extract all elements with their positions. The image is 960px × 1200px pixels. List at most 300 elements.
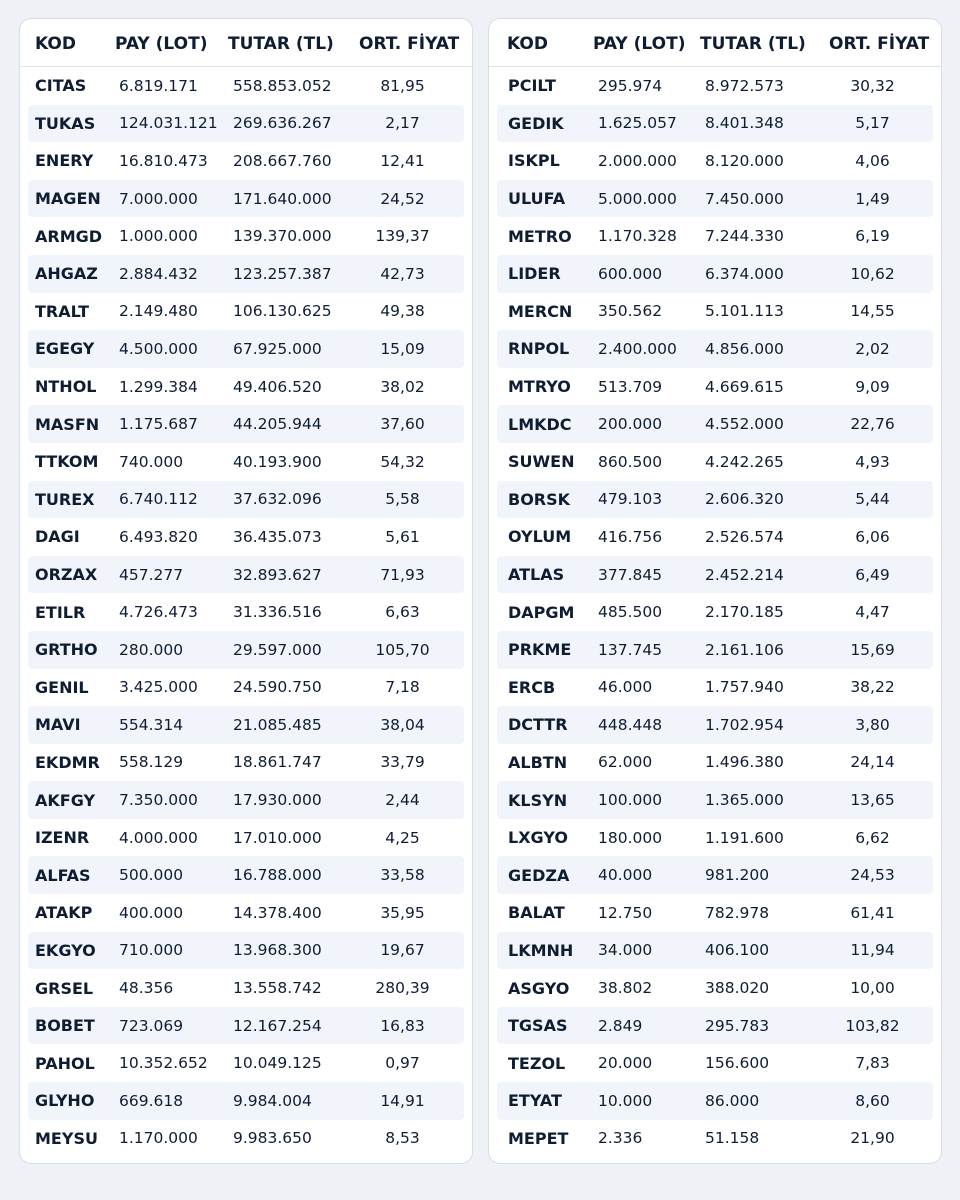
cell-pay: 2.149.480 [119,302,198,321]
cell-tutar: 2.170.185 [705,603,784,622]
cell-ort-fiyat: 14,55 [850,302,895,321]
table-row [497,819,933,857]
cell-pay: 860.500 [598,452,663,471]
table-row [28,405,464,443]
cell-kod: ORZAX [35,565,98,585]
table-row [28,819,464,857]
cell-pay: 1.000.000 [119,227,198,246]
cell-tutar: 18.861.747 [233,753,322,772]
cell-ort-fiyat: 4,47 [855,603,890,622]
cell-kod: GEDIK [508,113,564,133]
cell-ort-fiyat: 2,02 [855,339,890,358]
cell-kod: ALFAS [35,865,91,885]
cell-tutar: 1.365.000 [705,791,784,810]
cell-ort-fiyat: 10,62 [850,264,895,283]
table-row [497,706,933,744]
table-row [497,180,933,218]
table-row [28,556,464,594]
cell-kod: GRSEL [35,978,94,998]
cell-ort-fiyat: 5,17 [855,114,890,133]
header-kod: KOD [507,33,548,54]
cell-pay: 500.000 [119,866,184,885]
cell-tutar: 49.406.520 [233,377,322,396]
cell-kod: PRKME [508,640,572,660]
cell-kod: ENERY [35,151,94,171]
cell-kod: SUWEN [508,452,575,472]
cell-pay: 48.356 [119,979,174,998]
cell-pay: 10.000 [598,1091,653,1110]
cell-kod: OYLUM [508,527,572,547]
cell-pay: 6.493.820 [119,527,198,546]
table-row [497,217,933,255]
table-row [497,744,933,782]
cell-kod: GENIL [35,677,89,697]
table-row [497,556,933,594]
cell-ort-fiyat: 105,70 [375,640,430,659]
cell-ort-fiyat: 24,14 [850,753,895,772]
cell-ort-fiyat: 12,41 [380,151,425,170]
cell-tutar: 7.450.000 [705,189,784,208]
cell-tutar: 17.010.000 [233,828,322,847]
cell-ort-fiyat: 61,41 [850,903,895,922]
cell-ort-fiyat: 21,90 [850,1129,895,1148]
cell-ort-fiyat: 5,58 [385,490,420,509]
cell-pay: 485.500 [598,603,663,622]
cell-tutar: 1.496.380 [705,753,784,772]
cell-ort-fiyat: 33,79 [380,753,425,772]
cell-pay: 2.400.000 [598,339,677,358]
cell-kod: ATLAS [508,565,565,585]
cell-pay: 558.129 [119,753,184,772]
cell-kod: MEPET [508,1128,569,1148]
cell-ort-fiyat: 2,17 [385,114,420,133]
cell-pay: 350.562 [598,302,663,321]
cell-tutar: 388.020 [705,979,770,998]
table-row [28,1082,464,1120]
table-row [497,781,933,819]
cell-tutar: 171.640.000 [233,189,332,208]
right-table-body [489,67,941,1157]
table-row [28,1007,464,1045]
cell-kod: IZENR [35,828,90,848]
table-row [28,1120,464,1158]
cell-pay: 295.974 [598,76,663,95]
cell-pay: 200.000 [598,415,663,434]
cell-tutar: 2.606.320 [705,490,784,509]
table-row [28,368,464,406]
cell-tutar: 4.856.000 [705,339,784,358]
cell-ort-fiyat: 22,76 [850,415,895,434]
cell-ort-fiyat: 54,32 [380,452,425,471]
cell-tutar: 13.558.742 [233,979,322,998]
cell-ort-fiyat: 0,97 [385,1054,420,1073]
cell-kod: DAPGM [508,602,575,622]
cell-tutar: 2.452.214 [705,565,784,584]
cell-kod: ASGYO [508,978,570,998]
cell-pay: 12.750 [598,903,653,922]
cell-pay: 479.103 [598,490,663,509]
cell-ort-fiyat: 15,69 [850,640,895,659]
header-tutar: TUTAR (TL) [228,33,334,54]
cell-pay: 46.000 [598,678,653,697]
cell-ort-fiyat: 11,94 [850,941,895,960]
cell-ort-fiyat: 280,39 [375,979,430,998]
right-table [488,18,942,1164]
cell-kod: MTRYO [508,377,571,397]
cell-pay: 7.350.000 [119,791,198,810]
cell-tutar: 8.401.348 [705,114,784,133]
cell-kod: LIDER [508,264,561,284]
cell-kod: TGSAS [508,1016,568,1036]
cell-tutar: 37.632.096 [233,490,322,509]
left-table [19,18,473,1164]
cell-pay: 16.810.473 [119,151,208,170]
cell-tutar: 269.636.267 [233,114,332,133]
cell-pay: 600.000 [598,264,663,283]
cell-pay: 40.000 [598,866,653,885]
cell-ort-fiyat: 71,93 [380,565,425,584]
cell-pay: 400.000 [119,903,184,922]
cell-kod: EGEGY [35,339,95,359]
cell-pay: 62.000 [598,753,653,772]
cell-ort-fiyat: 4,25 [385,828,420,847]
cell-ort-fiyat: 16,83 [380,1016,425,1035]
table-row [497,481,933,519]
cell-kod: PAHOL [35,1053,95,1073]
cell-kod: METRO [508,226,572,246]
header-tutar: TUTAR (TL) [700,33,806,54]
table-row [28,330,464,368]
cell-kod: EKDMR [35,752,100,772]
table-row [497,330,933,368]
cell-kod: TUREX [35,489,95,509]
cell-tutar: 7.244.330 [705,227,784,246]
cell-pay: 1.625.057 [598,114,677,133]
cell-ort-fiyat: 4,06 [855,151,890,170]
cell-tutar: 51.158 [705,1129,760,1148]
cell-pay: 416.756 [598,527,663,546]
table-row [497,969,933,1007]
table-row [28,255,464,293]
cell-ort-fiyat: 15,09 [380,339,425,358]
cell-tutar: 9.984.004 [233,1091,312,1110]
cell-ort-fiyat: 42,73 [380,264,425,283]
cell-tutar: 106.130.625 [233,302,332,321]
cell-ort-fiyat: 24,53 [850,866,895,885]
cell-pay: 100.000 [598,791,663,810]
cell-tutar: 1.702.954 [705,715,784,734]
cell-ort-fiyat: 30,32 [850,76,895,95]
cell-kod: KLSYN [508,790,568,810]
table-row [28,180,464,218]
cell-ort-fiyat: 139,37 [375,227,430,246]
table-row [497,856,933,894]
cell-pay: 124.031.121 [119,114,218,133]
cell-pay: 1.299.384 [119,377,198,396]
cell-ort-fiyat: 38,22 [850,678,895,697]
cell-kod: GRTHO [35,640,98,660]
cell-ort-fiyat: 7,83 [855,1054,890,1073]
header-kod: KOD [35,33,76,54]
left-table-header [20,19,472,67]
cell-tutar: 4.669.615 [705,377,784,396]
cell-ort-fiyat: 10,00 [850,979,895,998]
cell-ort-fiyat: 49,38 [380,302,425,321]
cell-kod: PCILT [508,76,556,96]
header-pay: PAY (LOT) [593,33,686,54]
cell-kod: ATAKP [35,903,93,923]
cell-kod: ISKPL [508,151,560,171]
cell-pay: 513.709 [598,377,663,396]
cell-tutar: 4.552.000 [705,415,784,434]
table-row [28,142,464,180]
cell-ort-fiyat: 1,49 [855,189,890,208]
cell-pay: 4.500.000 [119,339,198,358]
cell-ort-fiyat: 2,44 [385,791,420,810]
cell-pay: 448.448 [598,715,663,734]
cell-kod: LXGYO [508,828,568,848]
cell-pay: 2.884.432 [119,264,198,283]
cell-tutar: 36.435.073 [233,527,322,546]
cell-kod: AKFGY [35,790,96,810]
cell-kod: NTHOL [35,377,97,397]
cell-kod: ETILR [35,602,86,622]
table-row [28,969,464,1007]
cell-tutar: 67.925.000 [233,339,322,358]
table-row [28,293,464,331]
table-row [28,593,464,631]
table-row [28,1044,464,1082]
cell-ort-fiyat: 19,67 [380,941,425,960]
cell-ort-fiyat: 6,19 [855,227,890,246]
cell-pay: 1.175.687 [119,415,198,434]
table-row [28,706,464,744]
cell-kod: TTKOM [35,452,99,472]
cell-kod: TEZOL [508,1053,566,1073]
cell-kod: EKGYO [35,940,96,960]
cell-tutar: 2.526.574 [705,527,784,546]
cell-tutar: 123.257.387 [233,264,332,283]
cell-tutar: 8.120.000 [705,151,784,170]
table-row [28,932,464,970]
cell-pay: 34.000 [598,941,653,960]
cell-pay: 6.819.171 [119,76,198,95]
cell-ort-fiyat: 8,60 [855,1091,890,1110]
cell-kod: ULUFA [508,189,566,209]
table-row [28,481,464,519]
cell-pay: 180.000 [598,828,663,847]
cell-tutar: 21.085.485 [233,715,322,734]
cell-tutar: 1.191.600 [705,828,784,847]
table-row [28,744,464,782]
cell-kod: BORSK [508,489,571,509]
cell-tutar: 5.101.113 [705,302,784,321]
table-row [497,293,933,331]
cell-pay: 280.000 [119,640,184,659]
cell-pay: 669.618 [119,1091,184,1110]
cell-tutar: 782.978 [705,903,770,922]
cell-kod: MEYSU [35,1128,98,1148]
header-pay: PAY (LOT) [115,33,208,54]
table-row [497,669,933,707]
cell-kod: BALAT [508,903,565,923]
cell-tutar: 8.972.573 [705,76,784,95]
cell-ort-fiyat: 5,44 [855,490,890,509]
cell-kod: MAVI [35,715,81,735]
cell-pay: 4.000.000 [119,828,198,847]
cell-kod: LMKDC [508,414,572,434]
cell-kod: MASFN [35,414,100,434]
cell-tutar: 32.893.627 [233,565,322,584]
cell-kod: MAGEN [35,189,101,209]
cell-pay: 20.000 [598,1054,653,1073]
table-row [497,593,933,631]
cell-pay: 5.000.000 [598,189,677,208]
cell-ort-fiyat: 6,49 [855,565,890,584]
cell-ort-fiyat: 5,61 [385,527,420,546]
table-row [497,105,933,143]
cell-tutar: 295.783 [705,1016,770,1035]
cell-pay: 4.726.473 [119,603,198,622]
cell-ort-fiyat: 35,95 [380,903,425,922]
cell-kod: ERCB [508,677,556,697]
cell-ort-fiyat: 8,53 [385,1129,420,1148]
cell-ort-fiyat: 24,52 [380,189,425,208]
cell-tutar: 13.968.300 [233,941,322,960]
cell-pay: 7.000.000 [119,189,198,208]
header-ort-fiyat: ORT. FİYAT [359,33,460,54]
cell-kod: LKMNH [508,940,574,960]
cell-pay: 377.845 [598,565,663,584]
right-table-header [489,19,941,67]
cell-ort-fiyat: 6,06 [855,527,890,546]
cell-ort-fiyat: 37,60 [380,415,425,434]
cell-pay: 1.170.328 [598,227,677,246]
cell-tutar: 558.853.052 [233,76,332,95]
cell-ort-fiyat: 14,91 [380,1091,425,1110]
cell-tutar: 10.049.125 [233,1054,322,1073]
cell-kod: AHGAZ [35,264,98,284]
cell-tutar: 29.597.000 [233,640,322,659]
cell-pay: 6.740.112 [119,490,198,509]
cell-kod: GLYHO [35,1091,95,1111]
table-row [497,368,933,406]
table-row [497,631,933,669]
cell-kod: TUKAS [35,113,96,133]
table-row [497,1044,933,1082]
cell-kod: TRALT [35,301,90,321]
table-row [497,443,933,481]
table-row [28,443,464,481]
table-row [28,669,464,707]
table-row [497,67,933,105]
cell-tutar: 16.788.000 [233,866,322,885]
cell-kod: BOBET [35,1016,95,1036]
cell-tutar: 4.242.265 [705,452,784,471]
cell-tutar: 9.983.650 [233,1129,312,1148]
cell-kod: DAGI [35,527,80,547]
cell-pay: 457.277 [119,565,184,584]
cell-pay: 10.352.652 [119,1054,208,1073]
cell-tutar: 24.590.750 [233,678,322,697]
cell-tutar: 406.100 [705,941,770,960]
cell-pay: 554.314 [119,715,184,734]
cell-tutar: 44.205.944 [233,415,322,434]
cell-ort-fiyat: 38,04 [380,715,425,734]
header-ort-fiyat: ORT. FİYAT [829,33,930,54]
table-row [497,405,933,443]
cell-tutar: 40.193.900 [233,452,322,471]
table-row [28,217,464,255]
table-row [497,255,933,293]
cell-pay: 2.336 [598,1129,643,1148]
cell-pay: 2.000.000 [598,151,677,170]
cell-tutar: 12.167.254 [233,1016,322,1035]
table-row [497,932,933,970]
cell-pay: 137.745 [598,640,663,659]
cell-pay: 3.425.000 [119,678,198,697]
cell-ort-fiyat: 3,80 [855,715,890,734]
cell-tutar: 31.336.516 [233,603,322,622]
cell-pay: 740.000 [119,452,184,471]
cell-tutar: 6.374.000 [705,264,784,283]
table-row [497,1120,933,1158]
cell-tutar: 1.757.940 [705,678,784,697]
cell-kod: ALBTN [508,752,568,772]
table-row [497,1082,933,1120]
cell-ort-fiyat: 9,09 [855,377,890,396]
cell-pay: 1.170.000 [119,1129,198,1148]
cell-tutar: 14.378.400 [233,903,322,922]
cell-tutar: 86.000 [705,1091,760,1110]
left-table-body [20,67,472,1157]
cell-ort-fiyat: 6,63 [385,603,420,622]
table-row [497,518,933,556]
cell-pay: 710.000 [119,941,184,960]
table-row [497,142,933,180]
cell-pay: 723.069 [119,1016,184,1035]
cell-ort-fiyat: 81,95 [380,76,425,95]
cell-ort-fiyat: 38,02 [380,377,425,396]
cell-kod: MERCN [508,301,573,321]
cell-kod: DCTTR [508,715,568,735]
cell-tutar: 208.667.760 [233,151,332,170]
cell-ort-fiyat: 103,82 [845,1016,900,1035]
cell-pay: 38.802 [598,979,653,998]
cell-kod: ETYAT [508,1091,562,1111]
cell-pay: 2.849 [598,1016,643,1035]
cell-ort-fiyat: 4,93 [855,452,890,471]
cell-tutar: 139.370.000 [233,227,332,246]
cell-tutar: 981.200 [705,866,770,885]
cell-tutar: 156.600 [705,1054,770,1073]
cell-ort-fiyat: 6,62 [855,828,890,847]
cell-kod: RNPOL [508,339,570,359]
table-row [28,856,464,894]
table-row [28,781,464,819]
table-row [497,894,933,932]
cell-ort-fiyat: 13,65 [850,791,895,810]
table-row [28,105,464,143]
table-row [28,518,464,556]
cell-kod: CITAS [35,76,87,96]
table-row [28,894,464,932]
cell-kod: ARMGD [35,226,103,246]
cell-ort-fiyat: 7,18 [385,678,420,697]
table-row [28,631,464,669]
table-row [497,1007,933,1045]
cell-kod: GEDZA [508,865,570,885]
